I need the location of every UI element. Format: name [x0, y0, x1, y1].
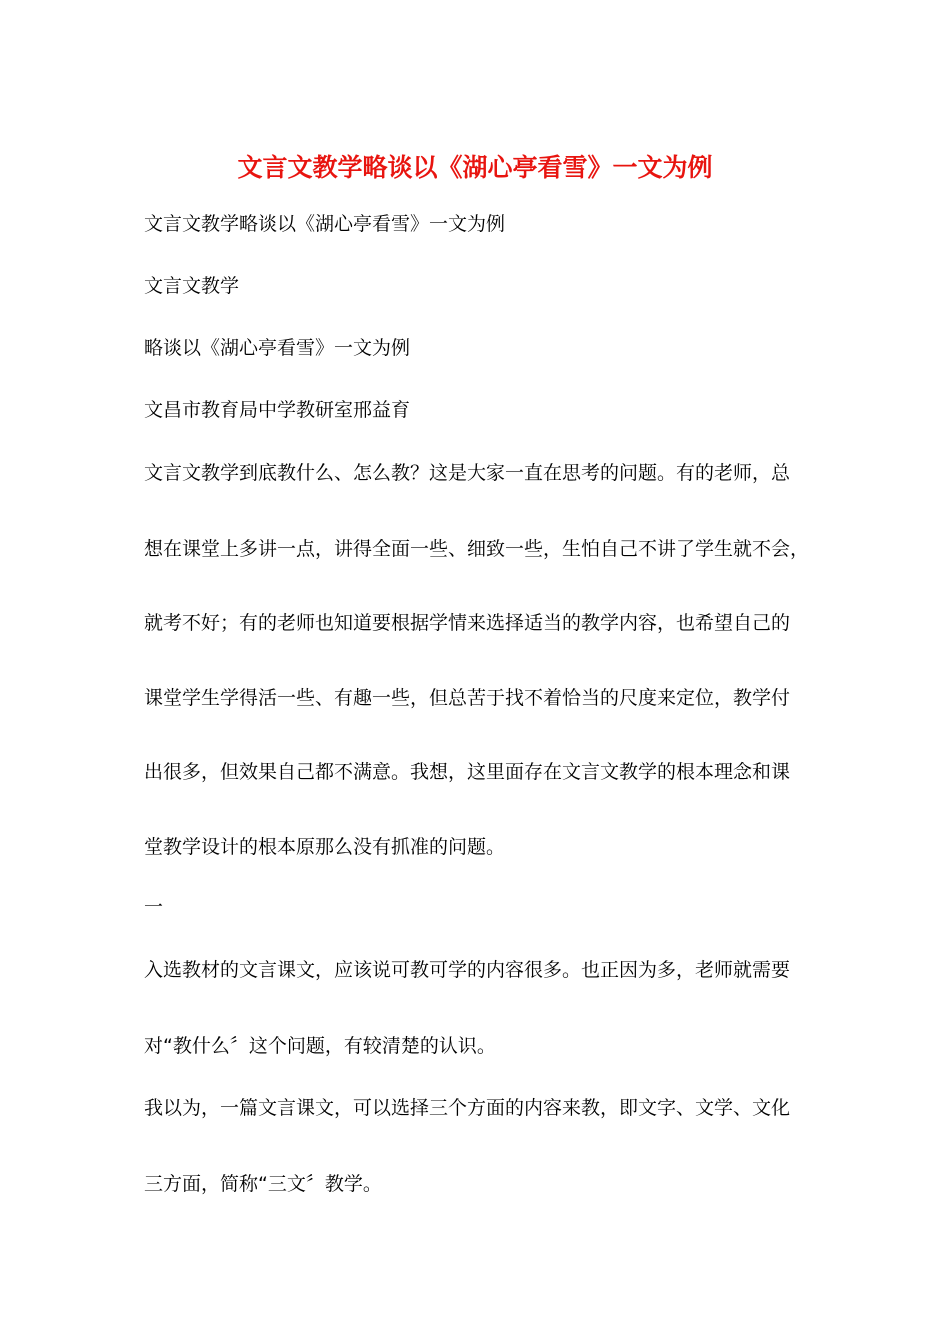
heading-line: 略谈以《湖心亭看雪》一文为例 — [144, 337, 411, 359]
paragraph-line: 堂教学设计的根本原那么没有抓准的问题。 — [144, 836, 506, 858]
heading-line: 文言文教学 — [144, 275, 240, 297]
document-title: 文言文教学略谈以《湖心亭看雪》一文为例 — [237, 153, 713, 182]
paragraph-line: 文言文教学到底教什么、怎么教？这是大家一直在思考的问题。有的老师，总 — [144, 462, 791, 484]
paragraph-line: 对“教什么〞这个问题，有较清楚的认识。 — [144, 1035, 496, 1057]
section-number: 一 — [144, 896, 164, 918]
paragraph-line: 出很多，但效果自己都不满意。我想，这里面存在文言文教学的根本理念和课 — [144, 761, 791, 783]
author-line: 文昌市教育局中学教研室邢益育 — [144, 399, 411, 421]
paragraph-line: 我以为，一篇文言课文，可以选择三个方面的内容来教，即文字、文学、文化 — [144, 1097, 791, 1119]
paragraph-line: 三方面，简称“三文〞教学。 — [144, 1173, 382, 1195]
subtitle-line: 文言文教学略谈以《湖心亭看雪》一文为例 — [144, 213, 506, 235]
paragraph-line: 就考不好；有的老师也知道要根据学情来选择适当的教学内容，也希望自己的 — [144, 612, 791, 634]
paragraph-line: 入选教材的文言课文，应该说可教可学的内容很多。也正因为多，老师就需要 — [144, 959, 791, 981]
paragraph-line: 想在课堂上多讲一点，讲得全面一些、细致一些，生怕自己不讲了学生就不会， — [144, 538, 810, 560]
paragraph-line: 课堂学生学得活一些、有趣一些，但总苦于找不着恰当的尺度来定位，教学付 — [144, 687, 791, 709]
